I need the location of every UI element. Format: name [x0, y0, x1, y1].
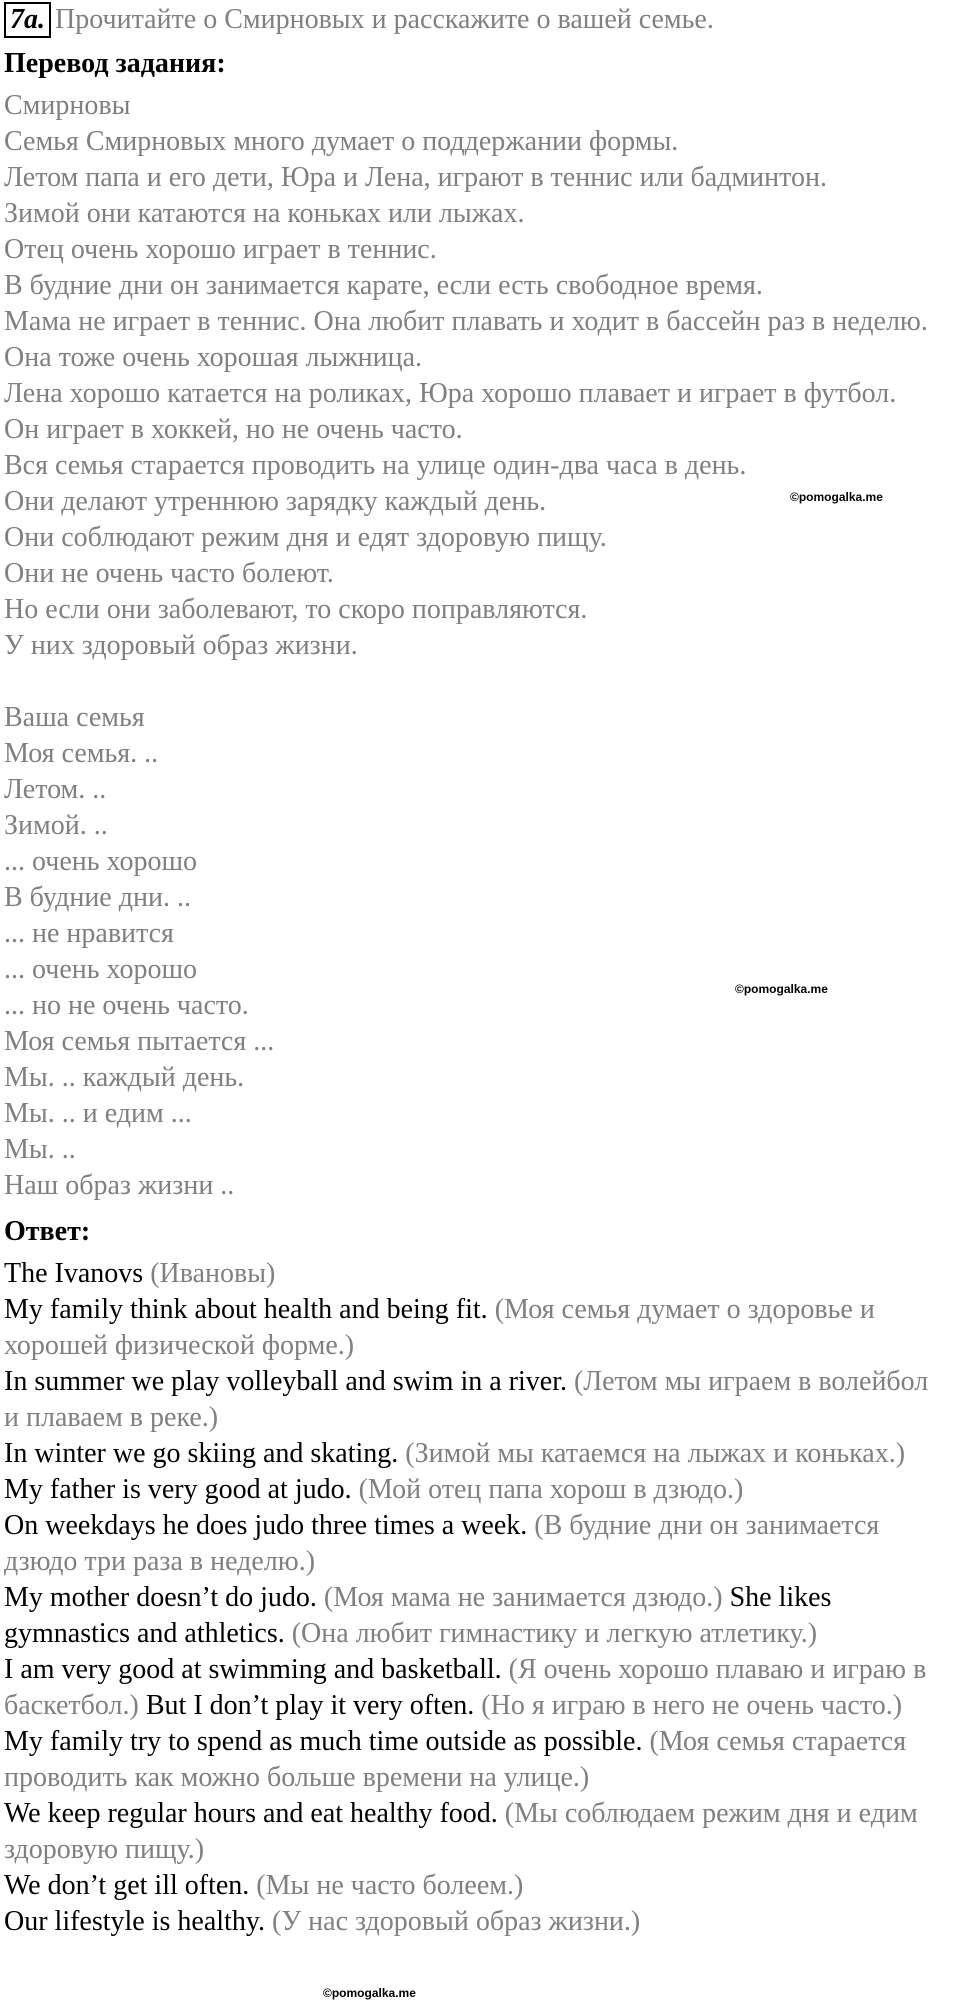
answer-line — [4, 1868, 956, 1904]
your-family-line: ... очень хорошо — [4, 954, 198, 985]
smirnovs-line: Семья Смирновых много думает о поддержании формы. — [4, 126, 679, 157]
smirnovs-line: Летом папа и его дети, Юра и Лена, играют в теннис или бадминтон. — [4, 162, 828, 193]
answer-translation: (У нас здоровый образ жизни.) — [272, 1906, 641, 1937]
smirnovs-line: Он играет в хоккей, но не очень часто. — [4, 414, 463, 445]
answer-translation: (Мой отец папа хорош в дзюдо.) — [358, 1474, 744, 1505]
your-family-line: В будние дни. .. — [4, 882, 191, 913]
answer-line — [4, 1328, 956, 1364]
answer-line — [4, 1544, 956, 1580]
answer-line — [4, 1580, 956, 1616]
answer-english: In summer we play volleyball and swim in a river. — [4, 1366, 574, 1397]
answer-line — [4, 1724, 956, 1760]
answer-english: We don’t get ill often. — [4, 1870, 257, 1901]
answer-line — [4, 1436, 956, 1472]
smirnovs-line: Она тоже очень хорошая лыжница. — [4, 342, 423, 373]
smirnovs-line: У них здоровый образ жизни. — [4, 630, 358, 661]
answer-translation: (Я очень хорошо плаваю и играю в — [508, 1654, 927, 1685]
answer-translation: (Мы не часто болеем.) — [256, 1870, 524, 1901]
smirnovs-line: Лена хорошо катается на роликах, Юра хорошо плавает и играет в футбол. — [4, 378, 897, 409]
watermark: ©pomogalka.me — [735, 982, 828, 996]
answer-english: She likes — [729, 1582, 832, 1613]
answer-line — [4, 1472, 956, 1508]
answer-english: Our lifestyle is healthy. — [4, 1906, 273, 1937]
smirnovs-line: Мама не играет в теннис. Она любит плавать и ходит в бассейн раз в неделю. — [4, 306, 928, 337]
document-page — [4, 0, 956, 1940]
answer-translation: (В будние дни он занимается — [534, 1510, 880, 1541]
your-family-line: Мы. .. каждый день. — [4, 1062, 245, 1093]
your-family-line: Зимой. .. — [4, 810, 108, 841]
task-header — [4, 2, 956, 40]
paragraph-spacer — [4, 664, 956, 700]
answer-english: My father is very good at judo. — [4, 1474, 359, 1505]
answer-text — [4, 1256, 956, 1940]
your-family-line: Летом. .. — [4, 774, 107, 805]
your-family-line: ... не нравится — [4, 918, 174, 949]
task-number: 7a. — [4, 2, 51, 38]
task-instruction: Прочитайте о Смирновых и расскажите о вашей семье. — [55, 4, 714, 35]
answer-line — [4, 1508, 956, 1544]
your-family-line: Моя семья. .. — [4, 738, 159, 769]
answer-line — [4, 1292, 956, 1328]
answer-line — [4, 1688, 956, 1724]
your-family-line: Наш образ жизни .. — [4, 1170, 235, 1201]
answer-translation: (Летом мы играем в волейбол — [573, 1366, 929, 1397]
answer-translation: дзюдо три раза в неделю.) — [4, 1546, 316, 1577]
smirnovs-line: Вся семья старается проводить на улице один-два часа в день. — [4, 450, 747, 481]
answer-heading: Ответ: — [4, 1216, 91, 1247]
answer-translation: (Она любит гимнастику и легкую атлетику.) — [291, 1618, 818, 1649]
answer-line — [4, 1400, 956, 1436]
your-family-line: Ваша семья — [4, 702, 145, 733]
smirnovs-line: В будние дни он занимается карате, если есть свободное время. — [4, 270, 763, 301]
your-family-line: Мы. .. — [4, 1134, 76, 1165]
your-family-template — [4, 700, 956, 1204]
watermark: ©pomogalka.me — [323, 1986, 416, 2000]
your-family-line: Мы. .. и едим ... — [4, 1098, 192, 1129]
answer-line — [4, 1796, 956, 1832]
answer-translation: (Моя семья думает о здоровье и — [494, 1294, 875, 1325]
answer-line — [4, 1760, 956, 1796]
answer-english: But I don’t play it very often. — [145, 1690, 482, 1721]
answer-translation: (Мы соблюдаем режим дня и едим — [504, 1798, 918, 1829]
answer-english: In winter we go skiing and skating. — [4, 1438, 406, 1469]
your-family-line: ... очень хорошо — [4, 846, 198, 877]
answer-english: My family try to spend as much time outside as possible. — [4, 1726, 650, 1757]
your-family-line: Моя семья пытается ... — [4, 1026, 275, 1057]
answer-line — [4, 1904, 956, 1940]
smirnovs-text — [4, 88, 956, 664]
answer-line — [4, 1256, 956, 1292]
answer-translation: и плаваем в реке.) — [4, 1402, 219, 1433]
your-family-line: ... но не очень часто. — [4, 990, 249, 1021]
smirnovs-line: Но если они заболевают, то скоро поправляются. — [4, 594, 588, 625]
watermark: ©pomogalka.me — [790, 490, 883, 504]
answer-line — [4, 1616, 956, 1652]
answer-english: gymnastics and athletics. — [4, 1618, 292, 1649]
answer-english: We keep regular hours and eat healthy food. — [4, 1798, 505, 1829]
answer-english: I am very good at swimming and basketball. — [4, 1654, 509, 1685]
smirnovs-line: Они соблюдают режим дня и едят здоровую пищу. — [4, 522, 607, 553]
answer-english: On weekdays he does judo three times a week. — [4, 1510, 535, 1541]
answer-translation: (Но я играю в него не очень часто.) — [481, 1690, 903, 1721]
answer-translation: (Ивановы) — [150, 1258, 276, 1289]
answer-line — [4, 1364, 956, 1400]
answer-translation: (Зимой мы катаемся на лыжах и коньках.) — [405, 1438, 906, 1469]
answer-english: My family think about health and being fit. — [4, 1294, 495, 1325]
answer-translation: (Моя семья старается — [649, 1726, 907, 1757]
answer-translation: баскетбол.) — [4, 1690, 146, 1721]
answer-english: The Ivanovs — [4, 1258, 151, 1289]
answer-english: My mother doesn’t do judo. — [4, 1582, 324, 1613]
smirnovs-line: Они делают утреннюю зарядку каждый день. — [4, 486, 547, 517]
smirnovs-line: Зимой они катаются на коньках или лыжах. — [4, 198, 525, 229]
answer-line — [4, 1652, 956, 1688]
answer-translation: хорошей физической форме.) — [4, 1330, 355, 1361]
smirnovs-line: Они не очень часто болеют. — [4, 558, 334, 589]
answer-translation: проводить как можно больше времени на улице.) — [4, 1762, 590, 1793]
answer-line — [4, 1832, 956, 1868]
answer-translation: здоровую пищу.) — [4, 1834, 205, 1865]
translation-heading: Перевод задания: — [4, 48, 226, 79]
smirnovs-line: Смирновы — [4, 90, 131, 121]
answer-translation: (Моя мама не занимается дзюдо.) — [323, 1582, 730, 1613]
smirnovs-line: Отец очень хорошо играет в теннис. — [4, 234, 437, 265]
